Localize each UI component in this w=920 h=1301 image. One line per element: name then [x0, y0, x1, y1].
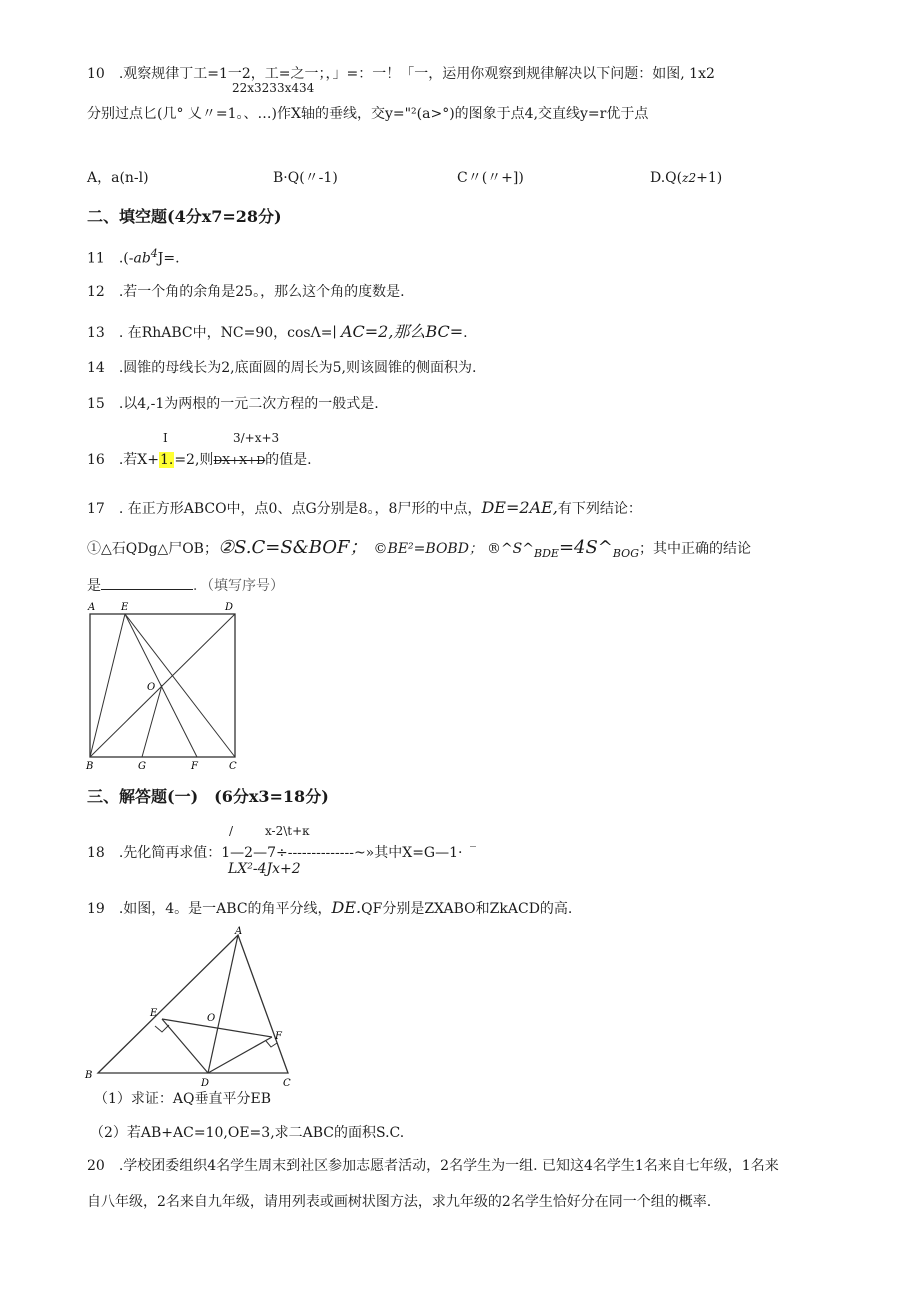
q16-highlight: 1. [159, 452, 174, 468]
q16-top-fraction: 3/+x+3 [233, 431, 280, 445]
q18-top-numerator: x-2\t+κ [265, 824, 310, 838]
q11-sup: 4 [150, 247, 158, 260]
q19-italic: DE. [331, 898, 362, 917]
segment-be [90, 614, 125, 757]
label-e: E [121, 602, 129, 613]
q17-line3-post: ．（填写序号） [193, 578, 284, 594]
q17-c2: ②S.C=S&BOF； [217, 537, 368, 558]
label-d: D [225, 602, 234, 613]
q18-top-slash: / [229, 824, 234, 838]
q18-main: 18 .先化简再求值： [87, 845, 222, 861]
diagonal-bd [90, 614, 235, 757]
q11-pre: 11 .(- [87, 250, 134, 267]
q18 [87, 845, 462, 862]
q13-italic: AC=2,那么BC= [340, 322, 464, 341]
q11 [87, 247, 180, 267]
label-o: O [207, 1013, 216, 1024]
q18-expr: 1—2—7÷--------------~»其中X=G—1· [221, 845, 463, 861]
height-df [208, 1037, 272, 1073]
section3-title: 三、解答题(一) (6分x3=18分) [87, 787, 329, 806]
triangle-abc [98, 935, 288, 1073]
label-b: B [85, 1070, 93, 1081]
q11-post: J=. [157, 250, 180, 267]
q17-line1-post: 有下列结论： [557, 501, 642, 517]
q19-post: QF分别是ZXABO和ZkACD的高. [361, 901, 573, 917]
q17-c3: ©BE²=BOBD； [373, 541, 483, 557]
q13-pre: 13 . 在RhABC中，NC=90，cosΛ=∣ [87, 325, 341, 341]
q10-option-c: C〃(〃+]) [457, 170, 524, 186]
q17-c4-post: ；其中正确的结论 [638, 541, 751, 557]
bisector-ad [208, 935, 238, 1073]
triangle-figure [80, 925, 305, 1090]
segment-ec [125, 614, 235, 757]
q17-conclusions [87, 537, 751, 560]
q17-line1-pre: 17 . 在正方形ABCO中，点0、点G分别是8。，8尸形的中点， [87, 501, 482, 517]
q10-option-b: B·Q(〃-1) [273, 170, 338, 186]
q17-line1 [87, 498, 642, 518]
label-c: C [283, 1078, 291, 1089]
q17-line1-italic: DE=2AE, [481, 498, 558, 517]
q13-post: . [463, 325, 468, 341]
q18-denominator: LX²-4Jx+2 [228, 861, 301, 877]
q19-part2: （2）若AB+AC=10,OE=3,求二ABC的面积S.C. [90, 1125, 405, 1141]
q17-c4-sub2: BOG [612, 546, 639, 560]
height-de [162, 1019, 208, 1073]
label-f: F [275, 1031, 282, 1042]
q10-line2: 分别过点匕(几° 乂〃=1。、…)作X轴的垂线，交y="²(a>°)的图象于点4,交直线y=r优于点 [87, 106, 649, 122]
label-d: D [201, 1078, 210, 1089]
q13 [87, 322, 468, 342]
label-a: A [235, 926, 243, 937]
label-c: C [229, 761, 237, 772]
q20-line2: 自八年级，2名来自九年级，请用列表或画树状图方法，求九年级的2名学生恰好分在同一个组的概率. [87, 1194, 712, 1210]
segment-ef [125, 614, 197, 757]
q10-line1: 10 .观察规律丁工=1一2，工=之一；，」=：一！「一，运用你观察到规律解决以下问题：如图, 1x2 [87, 66, 715, 82]
label-e: E [150, 1008, 158, 1019]
label-g: G [138, 761, 146, 772]
q11-ab: ab [133, 250, 151, 267]
q17-c1: ①△石QDg△尸OB； [87, 541, 218, 557]
q10-option-d-sub: z2 [682, 171, 697, 185]
q10-option-a: A，a(n-l) [87, 170, 149, 186]
q10-option-d-main: D.Q( [650, 170, 683, 186]
q16-mid: =2,则 [174, 452, 214, 468]
q16-strike: DX+X+D [213, 454, 266, 467]
q17-line3-pre: 是 [87, 578, 101, 594]
label-b: B [86, 761, 94, 772]
answer-blank [101, 575, 193, 590]
q10-sub-fractions: 22x3233x434 [232, 81, 315, 95]
q19 [87, 898, 572, 918]
q16-pre: 16 .若X+ [87, 452, 159, 468]
right-angle-e [155, 1025, 169, 1032]
square-figure [84, 600, 244, 772]
q10-option-d-end: +1) [696, 170, 723, 186]
section2-title: 二、填空题(4分x7=28分) [87, 207, 282, 226]
q16-post: 的值是. [265, 452, 312, 468]
q17-c4-mid: =4S^ [558, 537, 613, 558]
q20-line1: 20 .学校团委组织4名学生周末到社区参加志愿者活动，2名学生为一组. 已知这4名学生1名来自七年级，1名来 [87, 1158, 779, 1174]
q18-dash: _ [470, 833, 476, 847]
q19-part1: （1）求证：AQ垂直平分EB [94, 1091, 272, 1107]
q19-pre: 19 .如图，4。是一ABC的角平分线， [87, 901, 332, 917]
q14: 14 .圆锥的母线长为2,底面圆的周长为5,则该圆锥的侧面积为. [87, 360, 477, 376]
q17-c4-sub1: BDE [534, 546, 559, 560]
q17-line3 [87, 575, 284, 595]
label-f: F [191, 761, 198, 772]
q15: 15 .以4,-1为两根的一元二次方程的一般式是. [87, 396, 379, 412]
q16-top-i: I [163, 431, 168, 445]
q17-c4-pre: ®^S^ [486, 541, 534, 557]
label-a: A [88, 602, 96, 613]
q10-option-d [650, 170, 722, 187]
label-o: O [147, 682, 156, 693]
q12: 12 .若一个角的余角是25。，那么这个角的度数是. [87, 284, 405, 300]
q16 [87, 452, 312, 469]
